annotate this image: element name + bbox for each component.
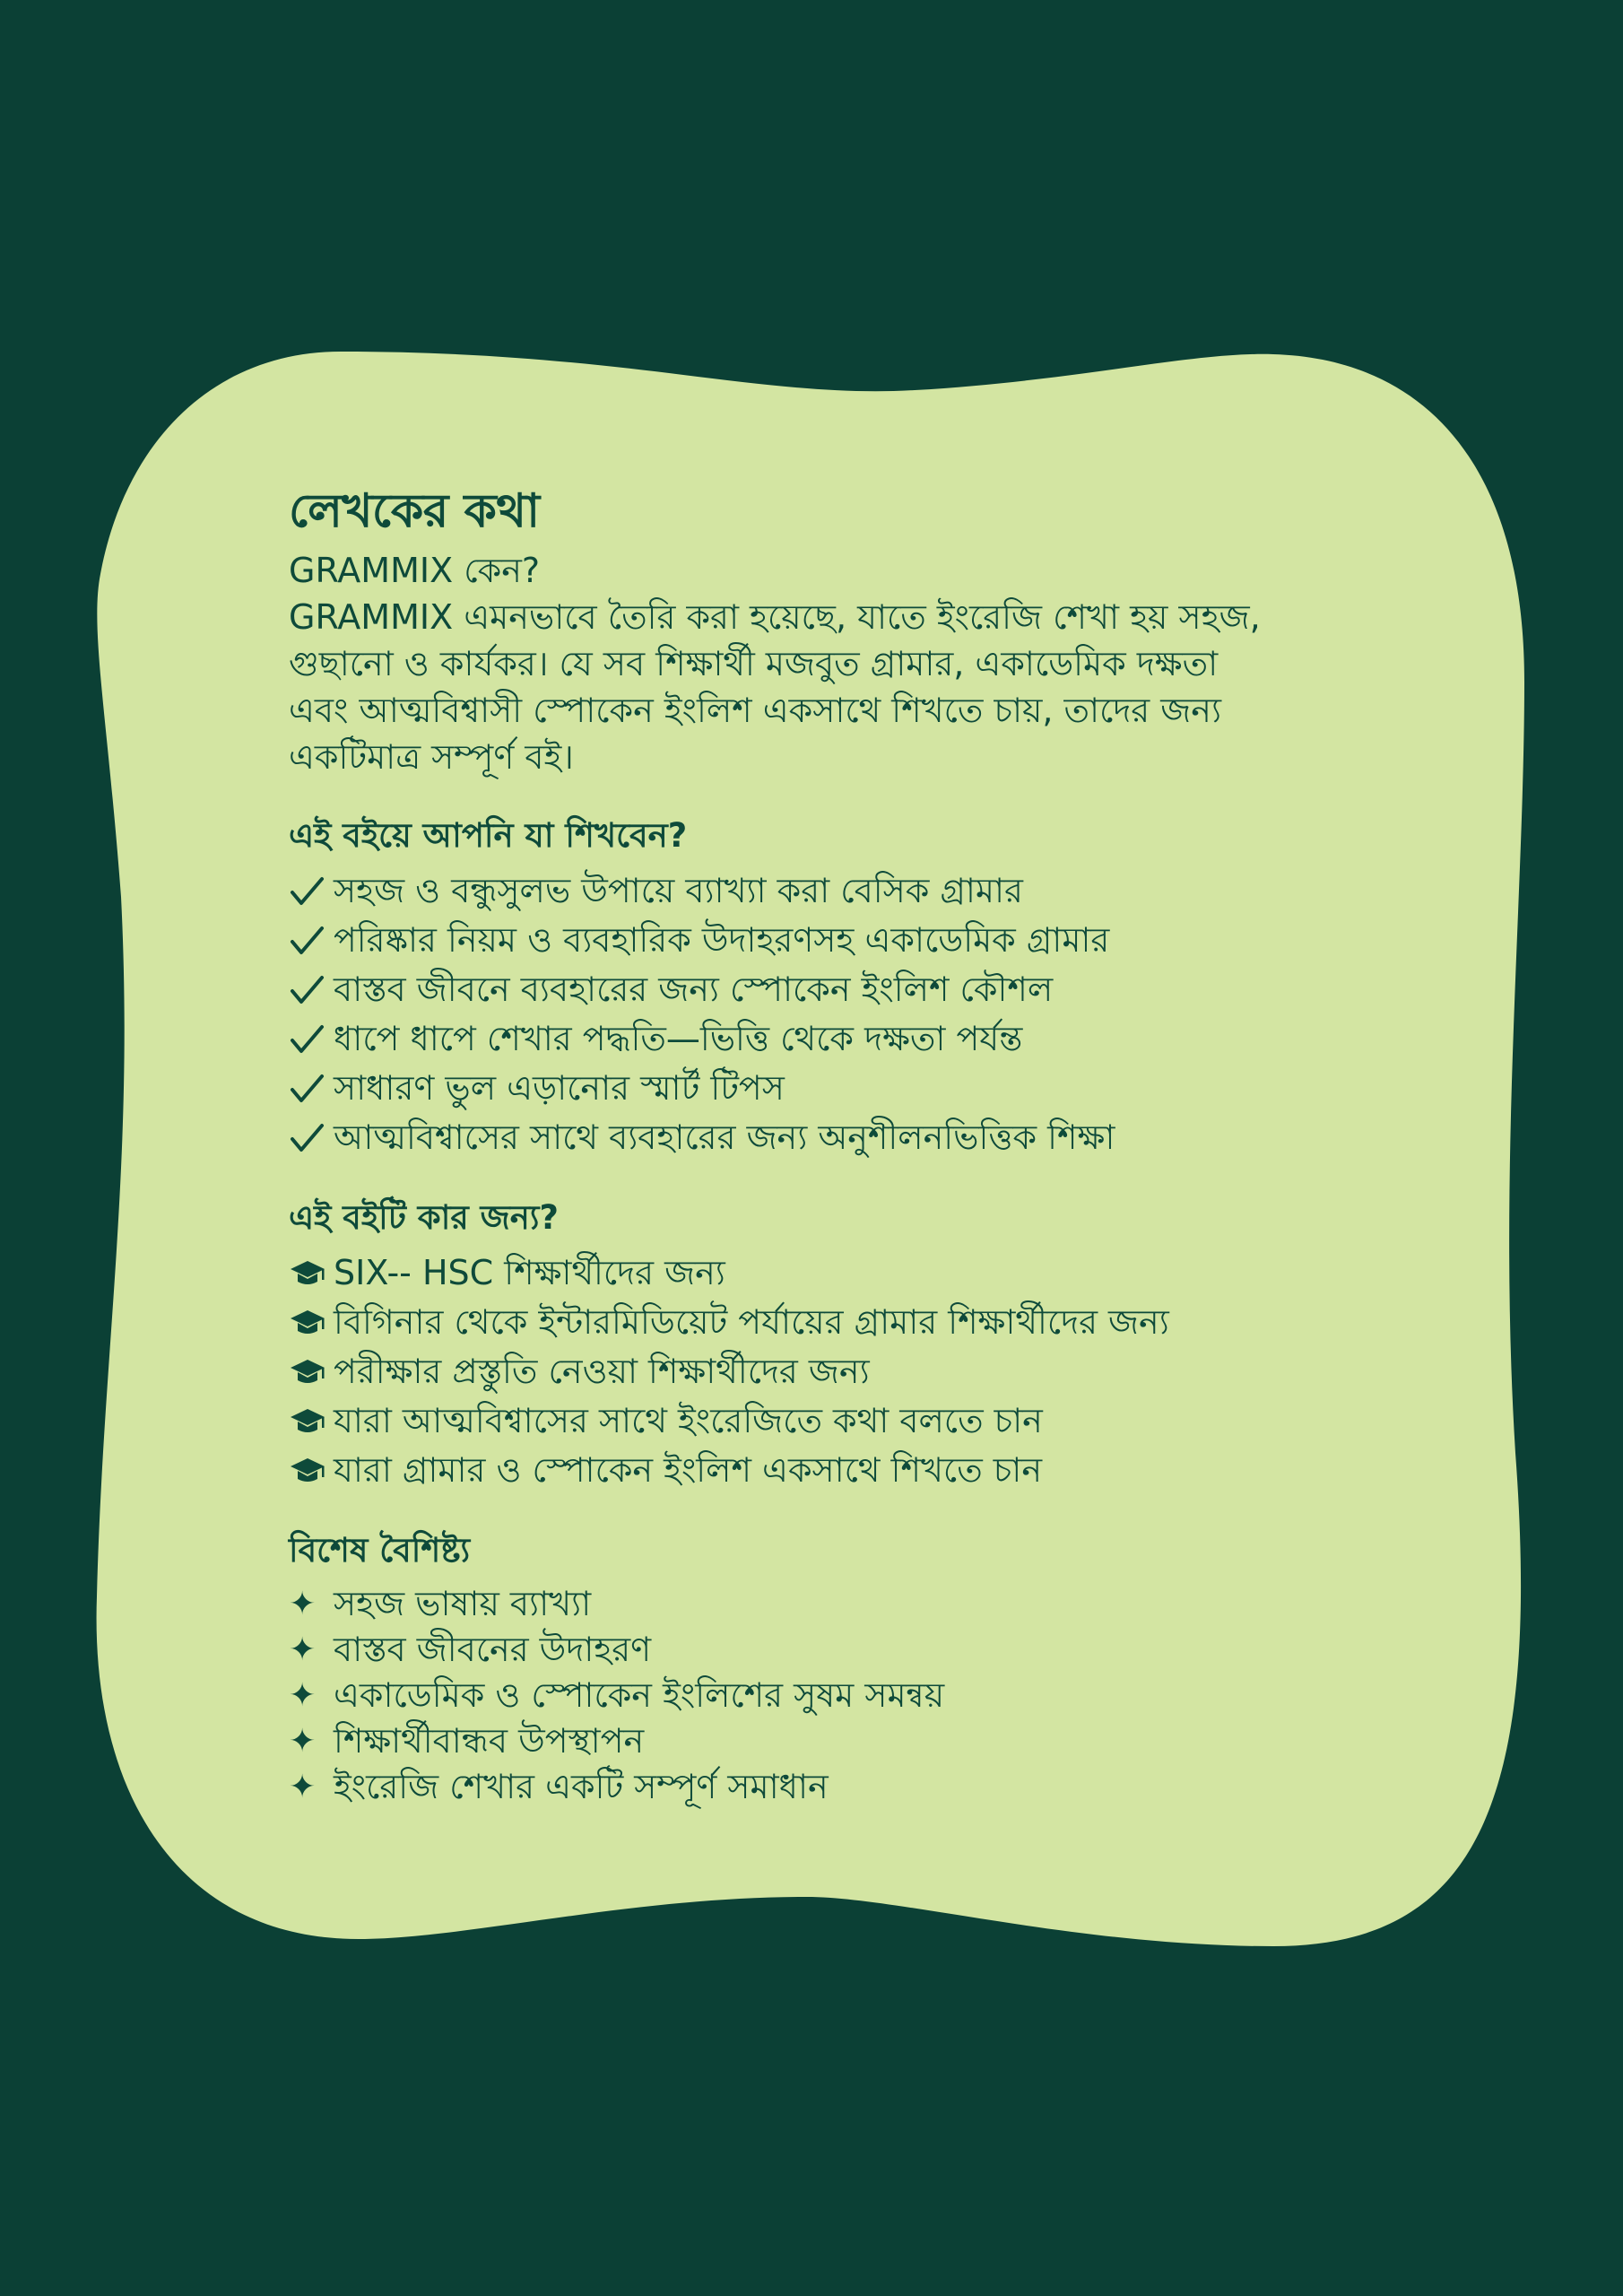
intro-paragraph [289, 594, 1392, 780]
list-item-text: SIX-- HSC শিক্ষার্থীদের জন্য [334, 1253, 725, 1292]
checkmark-icon [289, 1022, 334, 1057]
list-item-text: বাস্তব জীবনে ব্যবহারের জন্য স্পোকেন ইংলিশ কৌশল [334, 970, 1054, 1009]
list-item-text: পরীক্ষার প্রস্তুতি নেওয়া শিক্ষার্থীদের জন্য [334, 1352, 870, 1391]
page-title: লেখকের কথা [289, 484, 540, 538]
checkmark-icon [289, 874, 334, 909]
list-item [289, 866, 1392, 916]
learn-heading: এই বইয়ে আপনি যা শিখবেন? [289, 816, 688, 855]
graduation-cap-icon [289, 1456, 334, 1486]
list-item [289, 1673, 1392, 1718]
graduation-cap-icon [289, 1406, 334, 1437]
features-heading: বিশেষ বৈশিষ্ট্য [289, 1531, 471, 1570]
author-note [289, 475, 1392, 1810]
subtitle: GRAMMIX কেন? [289, 551, 541, 590]
checkmark-icon [289, 1071, 334, 1107]
checkmark-icon [289, 923, 334, 959]
list-item-text: আত্মবিশ্বাসের সাথে ব্যবহারের জন্য অনুশীলনভিত্তিক শিক্ষা [334, 1118, 1115, 1157]
checkmark-icon [289, 1120, 334, 1156]
intro-line: এবং আত্মবিশ্বাসী স্পোকেন ইংলিশ একসাথে শিখতে চায়, তাদের জন্য [289, 691, 1221, 730]
list-item-text: বাস্তব জীবনের উদাহরণ [334, 1630, 652, 1669]
graduation-cap-icon [289, 1357, 334, 1387]
list-item-text: সহজ ভাষায় ব্যাখ্যা [334, 1584, 592, 1623]
list-item [289, 1064, 1392, 1113]
list-item [289, 1298, 1392, 1347]
four-point-star-icon: ✦ [289, 1769, 317, 1805]
intro-line: GRAMMIX এমনভাবে তৈরি করা হয়েছে, যাতে ইংরেজি শেখা হয় সহজ, [289, 597, 1261, 637]
list-item-text: ধাপে ধাপে শেখার পদ্ধতি—ভিত্তি থেকে দক্ষতা পর্যন্ত [334, 1019, 1023, 1058]
list-item [289, 1764, 1392, 1810]
four-point-star-icon: ✦ [289, 1677, 317, 1714]
list-item-text: সহজ ও বন্ধুসুলভ উপায়ে ব্যাখ্যা করা বেসিক গ্রামার [334, 871, 1023, 910]
list-item-text: একাডেমিক ও স্পোকেন ইংলিশের সুষম সমন্বয় [334, 1675, 945, 1715]
list-item-text: যারা গ্রামার ও স্পোকেন ইংলিশ একসাথে শিখতে চান [334, 1450, 1043, 1490]
list-item [289, 1347, 1392, 1396]
list-item-text: পরিষ্কার নিয়ম ও ব্যবহারিক উদাহরণসহ একাডেমিক গ্রামার [334, 920, 1110, 960]
four-point-star-icon: ✦ [289, 1723, 317, 1760]
list-item-text: সাধারণ ভুল এড়ানোর স্মার্ট টিপস [334, 1068, 785, 1108]
graduation-cap-icon [289, 1308, 334, 1338]
audience-heading: এই বইটি কার জন্য? [289, 1198, 559, 1237]
list-item [289, 1581, 1392, 1627]
four-point-star-icon: ✦ [289, 1631, 317, 1668]
list-item-text: ইংরেজি শেখার একটি সম্পূর্ণ সমাধান [334, 1767, 829, 1806]
features-list [289, 1581, 1392, 1810]
list-item [289, 1718, 1392, 1764]
graduation-cap-icon [289, 1258, 334, 1289]
audience-list [289, 1248, 1392, 1495]
list-item [289, 916, 1392, 965]
list-item-text: বিগিনার থেকে ইন্টারমিডিয়েট পর্যায়ের গ্রামার শিক্ষার্থীদের জন্য [334, 1302, 1169, 1342]
list-item [289, 1446, 1392, 1495]
list-item-text: শিক্ষার্থীবান্ধব উপস্থাপন [334, 1721, 645, 1761]
four-point-star-icon: ✦ [289, 1586, 317, 1622]
list-item [289, 965, 1392, 1014]
list-item-text: যারা আত্মবিশ্বাসের সাথে ইংরেজিতে কথা বলতে চান [334, 1401, 1043, 1440]
list-item [289, 1627, 1392, 1673]
list-item [289, 1113, 1392, 1162]
intro-line: গুছানো ও কার্যকর। যে সব শিক্ষার্থী মজবুত গ্রামার, একাডেমিক দক্ষতা [289, 644, 1219, 683]
list-item [289, 1248, 1392, 1298]
list-item [289, 1014, 1392, 1064]
intro-line: একটিমাত্র সম্পূর্ণ বই। [289, 737, 574, 777]
checkmark-icon [289, 972, 334, 1008]
learn-list [289, 866, 1392, 1162]
list-item [289, 1396, 1392, 1446]
